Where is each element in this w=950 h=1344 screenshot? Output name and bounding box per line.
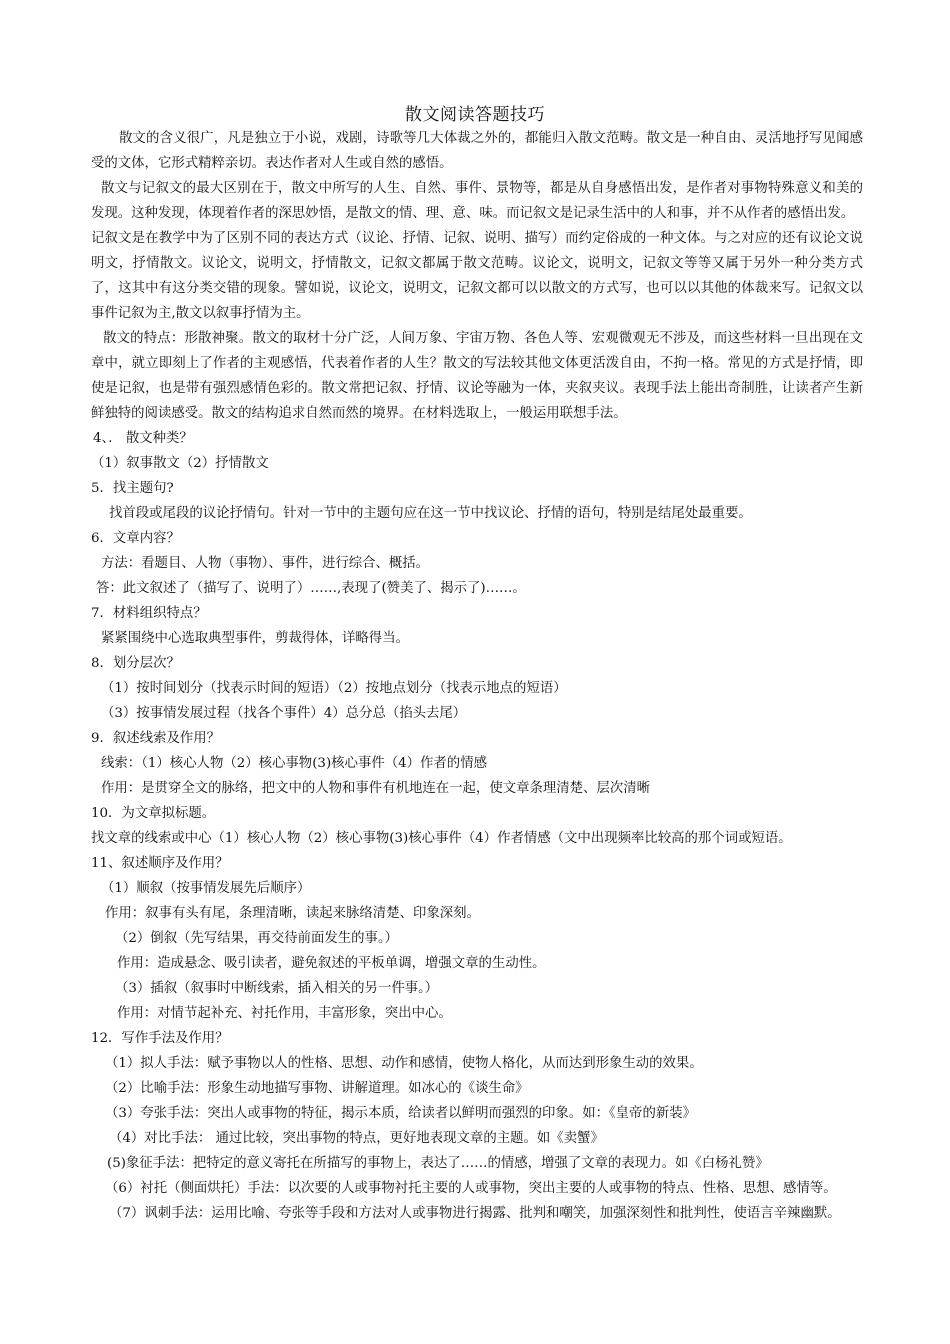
line-technique-symbolism: (5)象征手法：把特定的意义寄托在所描写的事物上，表达了……的情感，增强了文章的表现力。如《白杨礼赞》 [107, 1156, 769, 1171]
heading-material: 7．材料组织特点？ [91, 606, 207, 621]
heading-layers: 8．划分层次？ [91, 656, 180, 671]
line-technique-metaphor: （2）比喻手法：形象生动地描写事物、讲解道理。如冰心的《谈生命》 [105, 1081, 529, 1096]
line-title: 找文章的线索或中心（1）核心人物（2）核心事物(3)核心事件（4）作者情感（文中出现频率比较高的那个词或短语。 [91, 831, 792, 846]
line-content-method: 方法：看题目、人物（事物）、事件，进行综合、概括。 [101, 556, 430, 571]
heading-techniques: 12．写作手法及作用？ [91, 1031, 229, 1046]
line-clue-function: 作用：是贯穿全文的脉络，把文中的人物和事件有机地连在一起，使文章条理清楚、层次清晰 [101, 781, 651, 796]
paragraph-features: 散文的特点：形散神聚。散文的取材十分广泛，人间万象、宇宙万物、各色人等、宏观微观无不涉及，而这些材料一旦出现在文章中，就立即刻上了作者的主观感悟，代表着作者的人生？散文的写法较其他文体更活泼自由，不拘一格。常见的方式是抒情，即使是记叙，也是带有强烈感情色彩的。散文常把记叙、抒情、议论等融为一体，夹叙夹议。表现手法上能出奇制胜，让读者产生新鲜独特的阅读感受。散文的结构追求自然而然的境界。在材料选取上，一般运用联想手法。 [91, 331, 863, 421]
document-body [91, 126, 863, 1226]
heading-order: 11、叙述顺序及作用？ [91, 856, 229, 871]
line-order-3: （3）插叙（叙事时中断线索，插入相关的另一件事。） [115, 981, 439, 996]
line-theme-sentence: 找首段或尾段的议论抒情句。针对一节中的主题句应在这一节中找议论、抒情的语句，特别是结尾处最重要。 [109, 506, 752, 521]
line-order-1: （1）顺叙（按事情发展先后顺序） [101, 881, 311, 896]
line-technique-personification: （1）拟人手法：赋予事物以人的性格、思想、动作和感情，使物人格化，从而达到形象生动的效果。 [105, 1056, 703, 1071]
line-order-2-function: 作用：造成悬念、吸引读者，避免叙述的平板单调，增强文章的生动性。 [117, 956, 546, 971]
line-prose-types: （1）叙事散文（2）抒情散文 [91, 456, 269, 471]
heading-theme-sentence: 5．找主题句? [91, 481, 174, 496]
heading-title: 10．为文章拟标题。 [91, 806, 216, 821]
line-layers-1: （1）按时间划分（找表示时间的短语）（2）按地点划分（找表示地点的短语） [101, 681, 567, 696]
line-technique-foil: （6）衬托（侧面烘托）手法：以次要的人或事物衬托主要的人或事物，突出主要的人或事物的特点、性格、思想、感情等。 [105, 1181, 837, 1196]
heading-clue: 9．叙述线索及作用？ [91, 731, 221, 746]
paragraph-difference: 散文与记叙文的最大区别在于，散文中所写的人生、自然、事件、景物等，都是从自身感悟出发，是作者对事物特殊意义和美的发现。这种发现，体现着作者的深思妙悟，是散文的情、理、意、味。而记叙文是记录生活中的人和事，并不从作者的感悟出发。 [91, 181, 863, 221]
line-order-1-function: 作用：叙事有头有尾，条理清晰，读起来脉络清楚、印象深刻。 [105, 906, 480, 921]
document-title: 散文阅读答题技巧 [405, 105, 545, 125]
line-content-answer: 答：此文叙述了（描写了、说明了）……,表现了(赞美了、揭示了)……。 [96, 581, 526, 596]
line-technique-exaggeration: （3）夸张手法：突出人或事物的特征，揭示本质，给读者以鲜明而强烈的印象。如：《皇帝的新装》 [105, 1106, 697, 1121]
heading-content: 6．文章内容？ [91, 531, 180, 546]
line-technique-contrast: （4）对比手法： 通过比较，突出事物的特点，更好地表现文章的主题。如《卖蟹》 [109, 1131, 604, 1146]
paragraph-definition: 散文的含义很广，凡是独立于小说，戏剧，诗歌等几大体裁之外的，都能归入散文范畴。散文是一种自由、灵活地抒写见闻感受的文体，它形式精粹亲切。表达作者对人生或自然的感悟。 [91, 131, 863, 171]
line-material: 紧紧围绕中心选取典型事件，剪裁得体，详略得当。 [101, 631, 409, 646]
paragraph-narrative: 记叙文是在教学中为了区别不同的表达方式（议论、抒情、记叙、说明、描写）而约定俗成的一种文体。与之对应的还有议论文说明文，抒情散文。议论文，说明文，抒情散文，记叙文都属于散文范畴。议论文，说明文，记叙文等等又属于另外一种分类方式了，这其中有这分类交错的现象。譬如说，议论文，说明文，记叙文都可以以散文的方式写，也可以以其他的体裁来写。记叙文以事件记叙为主,散文以叙事抒情为主。 [91, 231, 863, 321]
line-technique-satire: （7）讽刺手法：运用比喻、夸张等手段和方法对人或事物进行揭露、批判和嘲笑，加强深刻性和批判性，使语言辛辣幽默。 [109, 1206, 841, 1221]
line-order-2: （2）倒叙（先写结果，再交待前面发生的事。） [115, 931, 399, 946]
line-layers-2: （3）按事情发展过程（找各个事件）4）总分总（掐头去尾） [101, 706, 467, 721]
line-order-3-function: 作用：对情节起补充、衬托作用，丰富形象，突出中心。 [117, 1006, 452, 1021]
line-clue: 线索：（1）核心人物（2）核心事物(3)核心事件（4）作者的情感 [101, 756, 487, 771]
heading-prose-types: 4、． 散文种类？ [93, 431, 193, 446]
